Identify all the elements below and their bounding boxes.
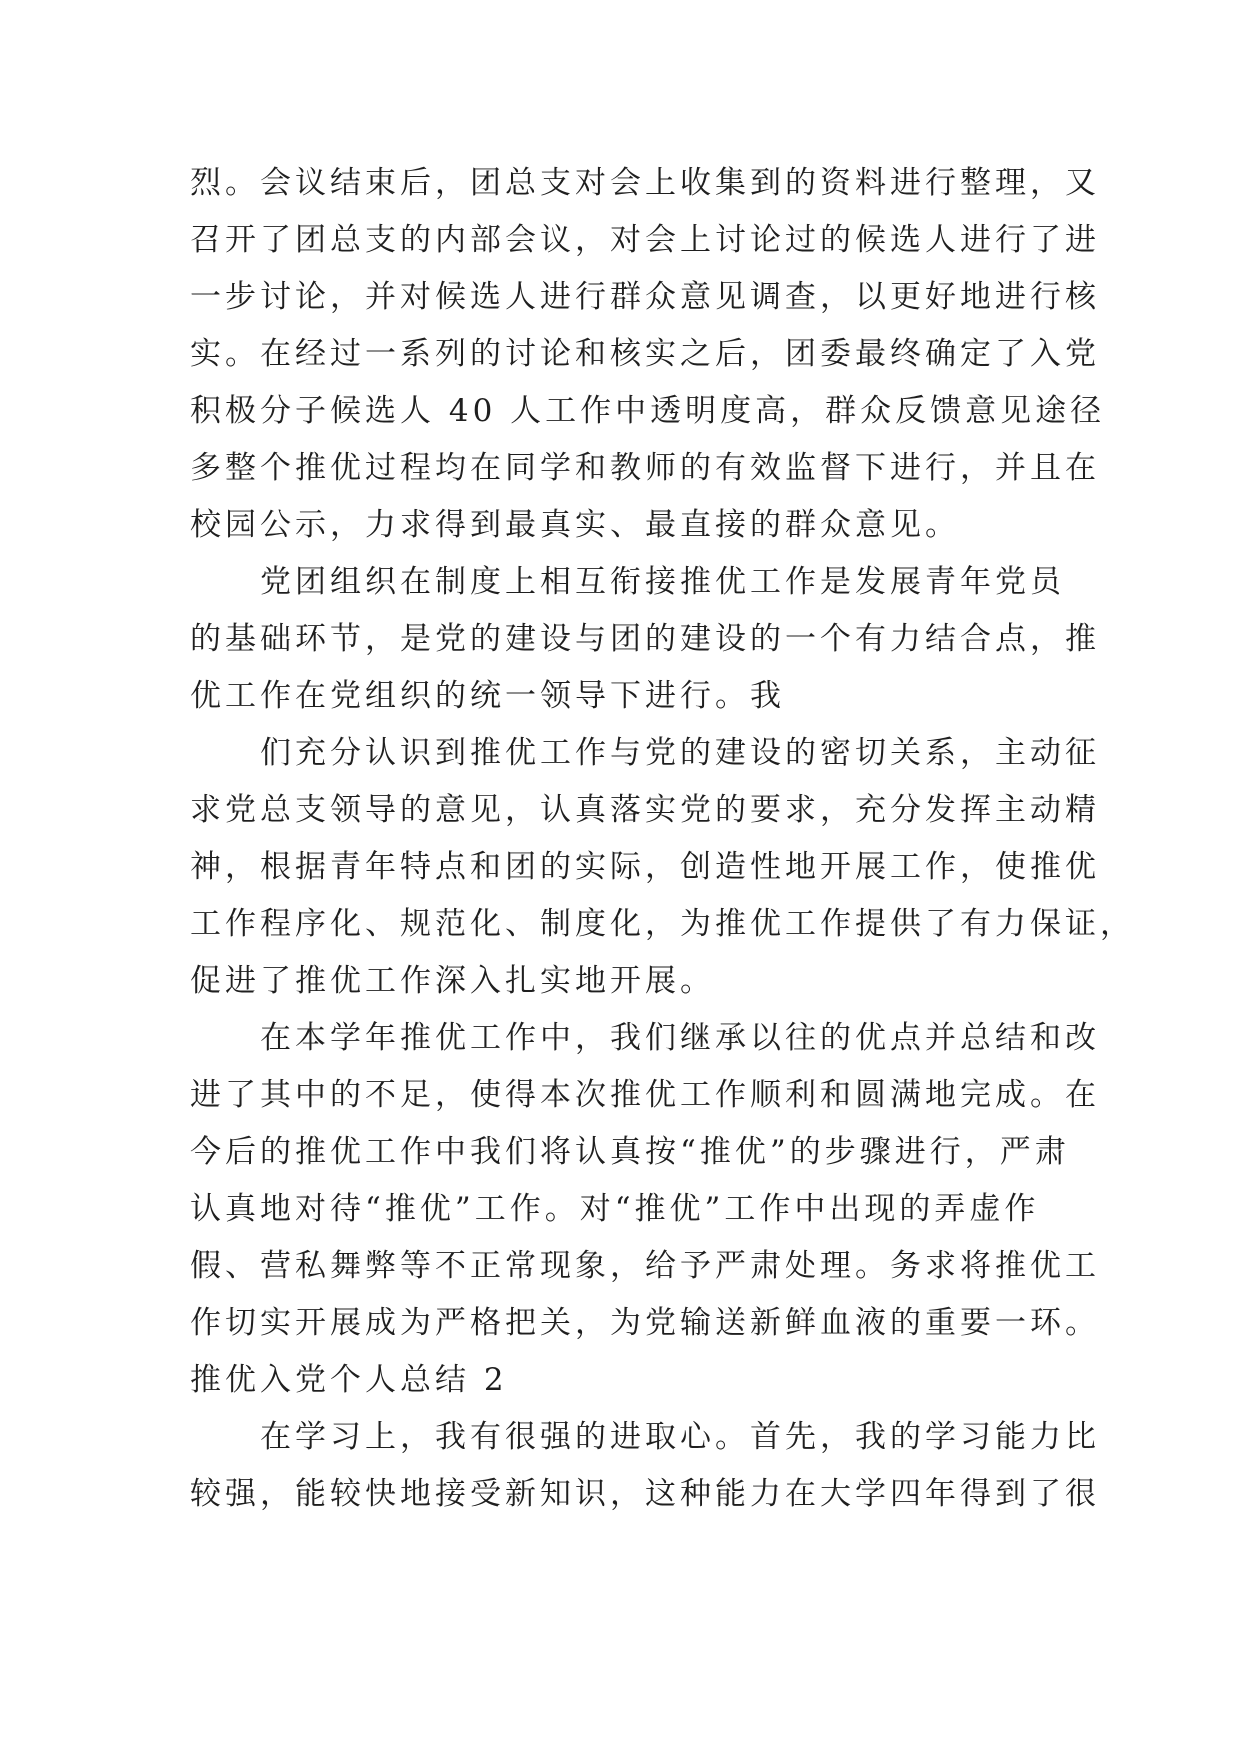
text-line: 优工作在党组织的统一领导下进行。我 <box>190 678 785 714</box>
text-line: 校园公示，力求得到最真实、最直接的群众意见。 <box>190 507 960 543</box>
paragraph-start-line: 们充分认识到推优工作与党的建设的密切关系，主动征 <box>260 735 1100 771</box>
text-line: 实。在经过一系列的讨论和核实之后，团委最终确定了入党 <box>190 336 1100 372</box>
document-body <box>190 155 1135 1523</box>
text-line: 今后的推优工作中我们将认真按“推优”的步骤进行，严肃 <box>190 1134 1070 1170</box>
text-line: 促进了推优工作深入扎实地开展。 <box>190 963 715 999</box>
paragraph-start-line: 在学习上，我有很强的进取心。首先，我的学习能力比 <box>260 1419 1100 1455</box>
text-line: 认真地对待“推优”工作。对“推优”工作中出现的弄虚作 <box>190 1191 1040 1227</box>
paragraph-start-line: 党团组织在制度上相互衔接推优工作是发展青年党员 <box>260 564 1065 600</box>
text-line: 多整个推优过程均在同学和教师的有效监督下进行，并且在 <box>190 450 1100 486</box>
text-line: 较强，能较快地接受新知识，这种能力在大学四年得到了很 <box>190 1476 1100 1512</box>
text-line: 一步讨论，并对候选人进行群众意见调查，以更好地进行核 <box>190 279 1100 315</box>
text-line: 召开了团总支的内部会议，对会上讨论过的候选人进行了进 <box>190 222 1100 258</box>
text-line: 假、营私舞弊等不正常现象，给予严肃处理。务求将推优工 <box>190 1248 1100 1284</box>
paragraph-start-line: 在本学年推优工作中，我们继承以往的优点并总结和改 <box>260 1020 1100 1056</box>
text-line: 求党总支领导的意见，认真落实党的要求，充分发挥主动精 <box>190 792 1100 828</box>
text-line: 烈。会议结束后，团总支对会上收集到的资料进行整理，又 <box>190 165 1100 201</box>
section-heading: 推优入党个人总结 2 <box>190 1362 508 1398</box>
text-line: 神，根据青年特点和团的实际，创造性地开展工作，使推优 <box>190 849 1100 885</box>
text-line: 积极分子候选人 40 人工作中透明度高，群众反馈意见途径 <box>190 393 1106 429</box>
text-line: 的基础环节，是党的建设与团的建设的一个有力结合点，推 <box>190 621 1100 657</box>
text-line: 作切实开展成为严格把关，为党输送新鲜血液的重要一环。 <box>190 1305 1100 1341</box>
text-line: 工作程序化、规范化、制度化，为推优工作提供了有力保证， <box>190 906 1135 942</box>
text-line: 进了其中的不足，使得本次推优工作顺利和圆满地完成。在 <box>190 1077 1100 1113</box>
